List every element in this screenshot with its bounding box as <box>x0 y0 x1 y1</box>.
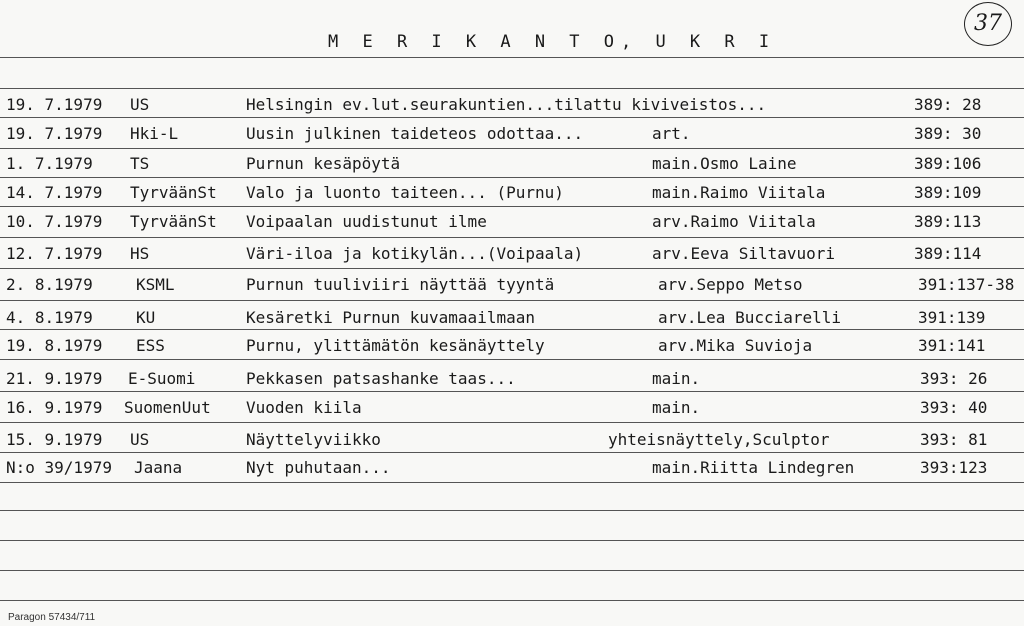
entry-source: US <box>130 95 150 114</box>
entry-row <box>0 458 1024 482</box>
entry-ref: 389:109 <box>914 183 982 202</box>
entry-source: KU <box>136 308 156 327</box>
entry-title: Nyt puhutaan... <box>246 458 391 477</box>
ruled-line <box>0 329 1024 330</box>
entry-title: Kesäretki Purnun kuvamaailmaan <box>246 308 535 327</box>
entry-date: 19. 7.1979 <box>6 124 103 143</box>
ruled-line <box>0 391 1024 392</box>
entry-date: 21. 9.1979 <box>6 369 103 388</box>
entry-row <box>0 183 1024 207</box>
header-rule <box>0 57 1024 58</box>
entry-source: TS <box>130 154 150 173</box>
entry-date: 19. 8.1979 <box>6 336 103 355</box>
card-title: M E R I K A N T O, U K R I <box>328 32 777 52</box>
entry-title: Voipaalan uudistunut ilme <box>246 212 487 231</box>
printer-mark: Paragon 57434/711 <box>8 612 96 623</box>
entry-title: Purnu, ylittämätön kesänäyttely <box>246 336 545 355</box>
entry-source: TyrväänSt <box>130 212 217 231</box>
entry-ref: 393: 26 <box>920 369 988 388</box>
entry-title: Purnun kesäpöytä <box>246 154 401 173</box>
ruled-line <box>0 117 1024 118</box>
entry-row <box>0 336 1024 360</box>
entry-row <box>0 95 1024 119</box>
entry-source: E-Suomi <box>128 369 196 388</box>
ruled-line <box>0 268 1024 269</box>
ruled-line <box>0 510 1024 511</box>
entry-type: art. <box>652 124 691 143</box>
entry-title: Purnun tuuliviiri näyttää tyyntä <box>246 275 555 294</box>
entry-ref: 389:114 <box>914 244 982 263</box>
entry-source: US <box>130 430 150 449</box>
entry-type: arv.Raimo Viitala <box>652 212 816 231</box>
ruled-line <box>0 570 1024 571</box>
entry-row <box>0 154 1024 178</box>
entry-date: 16. 9.1979 <box>6 398 103 417</box>
entry-ref: 389:113 <box>914 212 982 231</box>
ruled-line <box>0 482 1024 483</box>
entry-type: main.Raimo Viitala <box>652 183 826 202</box>
ruled-line <box>0 359 1024 360</box>
entry-ref: 393:123 <box>920 458 988 477</box>
entry-row <box>0 124 1024 148</box>
ruled-line <box>0 540 1024 541</box>
ruled-line <box>0 148 1024 149</box>
entry-source: KSML <box>136 275 175 294</box>
entry-ref: 393: 81 <box>920 430 988 449</box>
entry-title: Uusin julkinen taideteos odottaa... <box>246 124 584 143</box>
entry-date: 14. 7.1979 <box>6 183 103 202</box>
entry-source: Jaana <box>134 458 183 477</box>
entry-source: ESS <box>136 336 165 355</box>
entry-title: Vuoden kiila <box>246 398 362 417</box>
entry-title: Valo ja luonto taiteen... (Purnu) <box>246 183 564 202</box>
entry-date: 12. 7.1979 <box>6 244 103 263</box>
ruled-line <box>0 300 1024 301</box>
entry-source: TyrväänSt <box>130 183 217 202</box>
ruled-line <box>0 422 1024 423</box>
entry-row <box>0 369 1024 393</box>
entry-title: Helsingin ev.lut.seurakuntien...tilattu kiviveistos... <box>246 95 767 114</box>
entry-source: SuomenUut <box>124 398 211 417</box>
entry-type: main.Osmo Laine <box>652 154 797 173</box>
entry-source: HS <box>130 244 150 263</box>
ruled-line <box>0 206 1024 207</box>
entry-type: yhteisnäyttely,Sculptor <box>608 430 830 449</box>
entry-ref: 389:106 <box>914 154 982 173</box>
entry-source: Hki-L <box>130 124 179 143</box>
entry-row <box>0 430 1024 454</box>
entry-row <box>0 244 1024 268</box>
entry-date: 2. 8.1979 <box>6 275 93 294</box>
entry-date: 10. 7.1979 <box>6 212 103 231</box>
entry-type: arv.Seppo Metso <box>658 275 803 294</box>
entry-type: arv.Lea Bucciarelli <box>658 308 842 327</box>
ruled-line <box>0 177 1024 178</box>
entry-type: main. <box>652 398 701 417</box>
ruled-line <box>0 452 1024 453</box>
entry-ref: 391:141 <box>918 336 986 355</box>
entry-type: arv.Mika Suvioja <box>658 336 813 355</box>
entry-date: 19. 7.1979 <box>6 95 103 114</box>
entry-title: Väri-iloa ja kotikylän...(Voipaala) <box>246 244 584 263</box>
entry-ref: 389: 28 <box>914 95 982 114</box>
entry-date: N:o 39/1979 <box>6 458 112 477</box>
page-number-circle: 37 <box>964 2 1012 46</box>
entry-type: main. <box>652 369 701 388</box>
entry-date: 15. 9.1979 <box>6 430 103 449</box>
entry-type: main.Riitta Lindegren <box>652 458 855 477</box>
entry-ref: 391:139 <box>918 308 986 327</box>
entry-ref: 391:137-38 <box>918 275 1015 294</box>
entry-type: arv.Eeva Siltavuori <box>652 244 836 263</box>
ruled-line <box>0 600 1024 601</box>
entry-title: Näyttelyviikko <box>246 430 381 449</box>
entry-title: Pekkasen patsashanke taas... <box>246 369 516 388</box>
entry-row <box>0 275 1024 299</box>
entry-row <box>0 398 1024 422</box>
entry-row <box>0 212 1024 236</box>
top-rule <box>0 88 1024 89</box>
entry-date: 1. 7.1979 <box>6 154 93 173</box>
entry-date: 4. 8.1979 <box>6 308 93 327</box>
ruled-line <box>0 237 1024 238</box>
entry-ref: 389: 30 <box>914 124 982 143</box>
entry-ref: 393: 40 <box>920 398 988 417</box>
